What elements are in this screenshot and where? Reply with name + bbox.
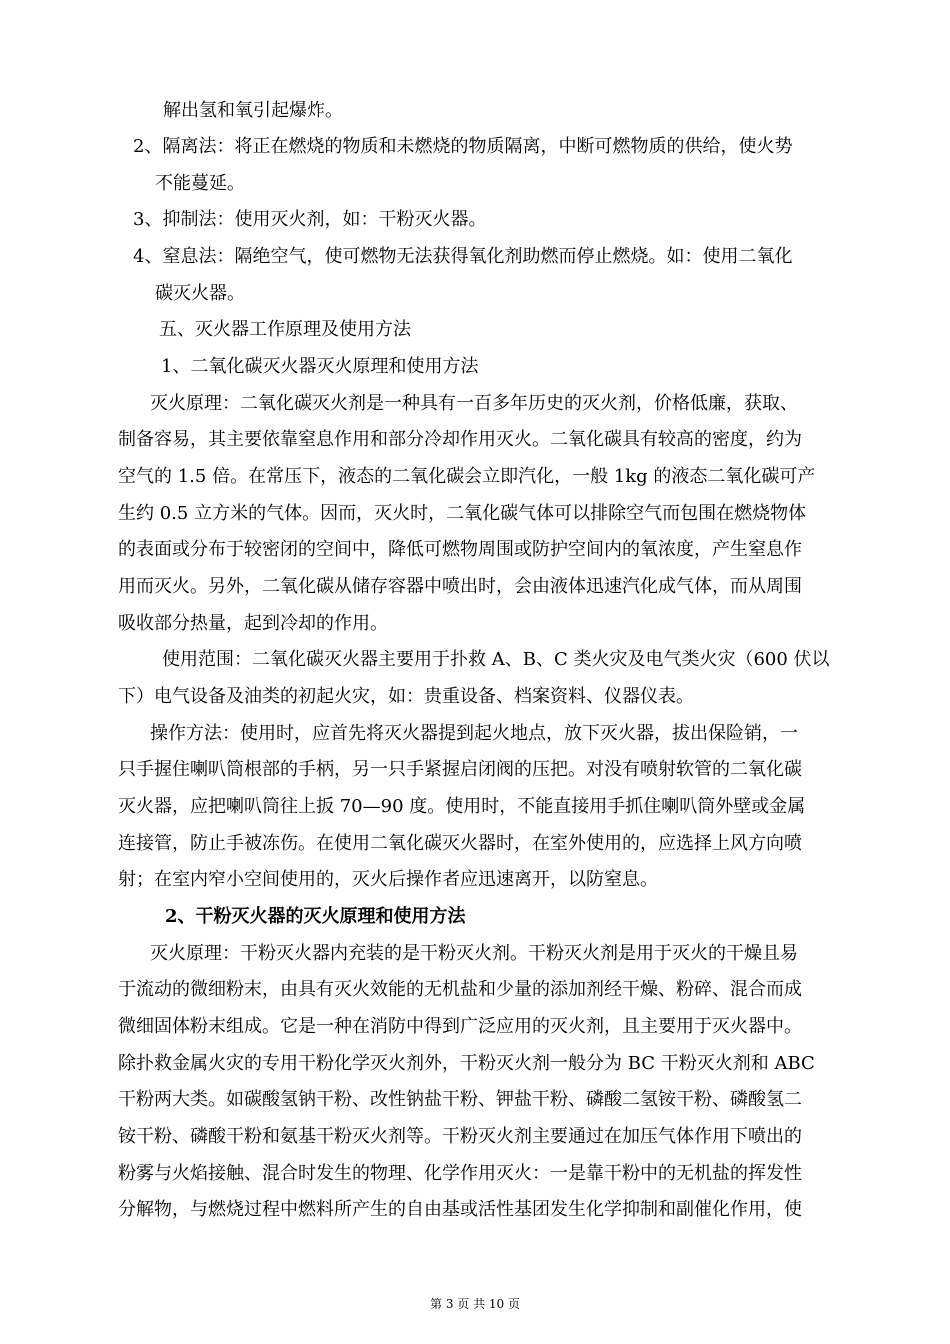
text-line: 解出氢和氧引起爆炸。 bbox=[163, 100, 343, 121]
paragraph-line: 连接管，防止手被冻伤。在使用二氧化碳灭火器时，在室外使用的，应选择上风方向喷 bbox=[118, 833, 802, 854]
section-heading: 五、灭火器工作原理及使用方法 bbox=[159, 319, 411, 340]
paragraph-line: 射；在室内窄小空间使用的，灭火后操作者应迅速离开，以防窒息。 bbox=[118, 869, 658, 890]
paragraph-line: 灭火原理：二氧化碳灭火剂是一种具有一百多年历史的灭火剂，价格低廉，获取、 bbox=[150, 393, 798, 414]
text-line: 碳灭火器。 bbox=[155, 283, 245, 304]
paragraph-line: 灭火器，应把喇叭筒往上扳 70—90 度。使用时，不能直接用手抓住喇叭筒外壁或金属 bbox=[118, 796, 806, 817]
subsection-heading-dry-powder: 2、干粉灭火器的灭火原理和使用方法 bbox=[165, 906, 466, 927]
paragraph-line: 于流动的微细粉末，由具有灭火效能的无机盐和少量的添加剂经干燥、粉碎、混合而成 bbox=[118, 979, 802, 1000]
paragraph-line: 使用范围：二氧化碳灭火器主要用于扑救 A、B、C 类火灾及电气类火灾（600 伏以 bbox=[162, 649, 830, 670]
paragraph-line: 分解物，与燃烧过程中燃料所产生的自由基或活性基团发生化学抑制和副催化作用，使 bbox=[118, 1199, 802, 1220]
paragraph-line: 除扑救金属火灾的专用干粉化学灭火剂外，干粉灭火剂一般分为 BC 干粉灭火剂和 ABC bbox=[118, 1053, 815, 1074]
paragraph-line: 下）电气设备及油类的初起火灾，如：贵重设备、档案资料、仪器仪表。 bbox=[118, 686, 694, 707]
paragraph-line: 吸收部分热量，起到冷却的作用。 bbox=[118, 613, 388, 634]
subsection-heading-co2: 1、二氧化碳灭火器灭火原理和使用方法 bbox=[161, 356, 479, 377]
paragraph-line: 粉雾与火焰接触、混合时发生的物理、化学作用灭火：一是靠干粉中的无机盐的挥发性 bbox=[118, 1163, 802, 1184]
text-line: 不能蔓延。 bbox=[155, 173, 245, 194]
list-item-isolation: 2、隔离法：将正在燃烧的物质和未燃烧的物质隔离，中断可燃物质的供给，使火势 bbox=[133, 136, 793, 157]
paragraph-line: 微细固体粉末组成。它是一种在消防中得到广泛应用的灭火剂，且主要用于灭火器中。 bbox=[118, 1016, 802, 1037]
list-item-suppression: 3、抑制法：使用灭火剂，如：干粉灭火器。 bbox=[133, 209, 487, 230]
paragraph-line: 空气的 1.5 倍。在常压下，液态的二氧化碳会立即汽化，一般 1kg 的液态二氧化碳可产 bbox=[118, 466, 816, 487]
paragraph-line: 用而灭火。另外，二氧化碳从储存容器中喷出时，会由液体迅速汽化成气体，而从周围 bbox=[118, 576, 802, 597]
paragraph-line: 灭火原理：干粉灭火器内充装的是干粉灭火剂。干粉灭火剂是用于灭火的干燥且易 bbox=[150, 943, 798, 964]
paragraph-line: 生约 0.5 立方米的气体。因而，灭火时，二氧化碳气体可以排除空气而包围在燃烧物体 bbox=[118, 503, 807, 524]
paragraph-line: 操作方法：使用时，应首先将灭火器提到起火地点，放下灭火器，拔出保险销，一 bbox=[150, 723, 798, 744]
paragraph-line: 干粉两大类。如碳酸氢钠干粉、改性钠盐干粉、钾盐干粉、磷酸二氢铵干粉、磷酸氢二 bbox=[118, 1089, 802, 1110]
list-item-smothering: 4、窒息法：隔绝空气，使可燃物无法获得氧化剂助燃而停止燃烧。如：使用二氧化 bbox=[133, 246, 793, 267]
paragraph-line: 只手握住喇叭筒根部的手柄，另一只手紧握启闭阀的压把。对没有喷射软管的二氧化碳 bbox=[118, 759, 802, 780]
page-number-footer: 第 3 页 共 10 页 bbox=[430, 1297, 520, 1311]
paragraph-line: 制备容易，其主要依靠窒息作用和部分冷却作用灭火。二氧化碳具有较高的密度，约为 bbox=[118, 429, 802, 450]
paragraph-line: 铵干粉、磷酸干粉和氨基干粉灭火剂等。干粉灭火剂主要通过在加压气体作用下喷出的 bbox=[118, 1126, 802, 1147]
paragraph-line: 的表面或分布于较密闭的空间中，降低可燃物周围或防护空间内的氧浓度，产生窒息作 bbox=[118, 539, 802, 560]
